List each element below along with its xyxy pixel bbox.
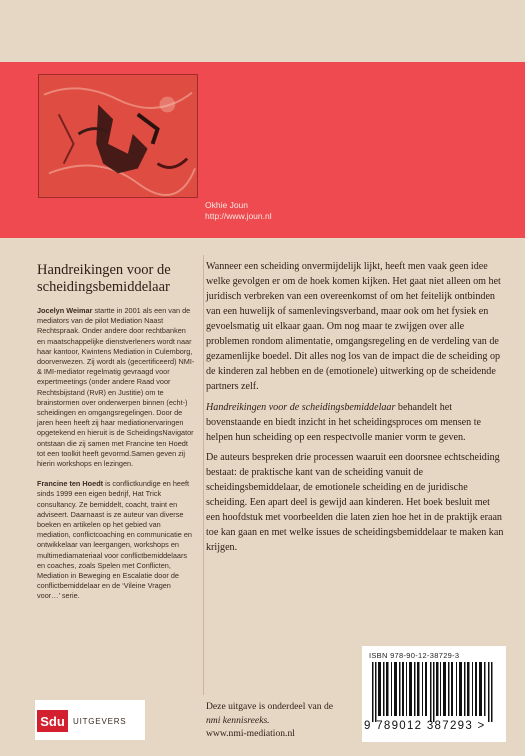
book-title: Handreikingen voor de scheidingsbemiddelaar — [37, 262, 171, 295]
author-bio-1 — [37, 306, 195, 469]
blurb-paragraph-3: De auteurs bespreken drie processen waaruit een doorsnee echtscheiding bestaat: de praktische kant van de scheiding vanuit de scheidingsbemiddelaar, de emotionele scheiding en de juridische scheiding. Een apart deel is gewijd aan kinderen. Het boek besluit met een hoofdstuk met voorbeelden die laten zien hoe het in de praktijk eraan toe kan gaan en met welke issues de scheidingsbemiddelaar te maken kan krijgen. — [206, 452, 504, 553]
barcode-icon — [372, 662, 496, 722]
column-divider — [203, 255, 204, 695]
series-line-2 — [206, 714, 356, 728]
barcode-digits: 9 789012 387293 > — [364, 720, 486, 732]
isbn-label: ISBN 978-90-12-38729-3 — [369, 651, 460, 660]
author-bio-text-2: is conflictkundige en heeft sinds 1999 een eigen bedrijf, Hat Trick consultancy. Ze bemiddelt, coacht, traint en adviseert. Daarnaast is ze auteur van diverse boeken en artikelen op het gebied van mediation, conflictcoaching en communicatie en ontwikkelaar van leergangen, workshops en multimediamateriaal voor conflictbemiddelaars en coaches, zoals Spelen met Conflicten, Mediation in Beweging en Escalatie door de conflictbemiddelaar en de ‘Vileine Vragen voor…’ serie. — [37, 479, 192, 601]
sdu-logo-label: UITGEVERS — [71, 713, 130, 730]
cover-artwork — [38, 74, 198, 198]
author-column — [37, 262, 195, 612]
series-name: kennisreeks. — [220, 714, 270, 726]
blurb-column — [206, 259, 504, 560]
nmi-logo-text: nmi — [206, 714, 221, 726]
series-line-1: Deze uitgave is onderdeel van de — [206, 701, 334, 712]
author-bio-text-1: startte in 2001 als een van de mediators van de pilot Mediation Naast Rechtspraak. Onder andere door rechtbanken en maatschappelijke dienstverleners wordt naar haar kantoor, Kwintens Mediation in Culemborg, doorverwezen. Zij wordt als (gecertificeerd) NMI- & IMI-mediator regelmatig gevraagd voor expertmeetings (onder andere Raad voor Rechtsbijstand (RvR) en Justitie) om te brainstormen over onderwerpen binnen (echt-) scheidingen en omgangsregelingen. Door de jaren heen heeft zij haar mediationervaringen opgetekend en hieruit is de ScheidingsNavigator ontstaan die zij samen met Francine ten Hoedt tot een toolkit heeft gevormd.Samen geven zij hierin workshops en lezingen. — [37, 306, 195, 469]
series-url[interactable]: www.nmi-mediation.nl — [206, 728, 295, 739]
blurb-paragraph-2-text: behandelt het bovenstaande en biedt inzicht in het scheidingsproces om mensen te helpen hun scheiding op een respectvolle manier vorm te geven. — [206, 402, 481, 443]
blurb-book-title: Handreikingen voor de scheidingsbemiddelaar — [206, 402, 396, 413]
barcode-panel — [362, 646, 506, 742]
series-note — [206, 700, 356, 741]
author-name-1: Jocelyn Weimar — [37, 306, 93, 315]
author-name-2: Francine ten Hoedt — [37, 479, 104, 489]
blurb-paragraph-2 — [206, 400, 504, 445]
publisher-logo — [37, 703, 145, 739]
sdu-logo-mark: Sdu — [37, 710, 68, 732]
artist-url[interactable]: http://www.joun.nl — [205, 211, 272, 221]
artwork-credit — [205, 200, 272, 222]
artist-name: Okhie Joun — [205, 200, 248, 210]
author-bio-2 — [37, 479, 195, 601]
blurb-paragraph-1: Wanneer een scheiding onvermijdelijk lijkt, heeft men vaak geen idee welke gevolgen er om de hoek komen kijken. Het gaat niet alleen om het juridisch verbreken van een overeenkomst of om het feitelijk ontbinden van een huwelijk of samenlevingsverband, maar ook om het fysiek en gevoelsmatig uit elkaar gaan. Om nog maar te zwijgen over alle problemen rondom alimentatie, omgangsregeling en de verdeling van de gezamenlijke boedel. Dit alles nog los van de impact die de scheiding op de kinderen zal hebben en de (emotionele) uitwerking op de scheidende partners zelf. — [206, 261, 501, 392]
